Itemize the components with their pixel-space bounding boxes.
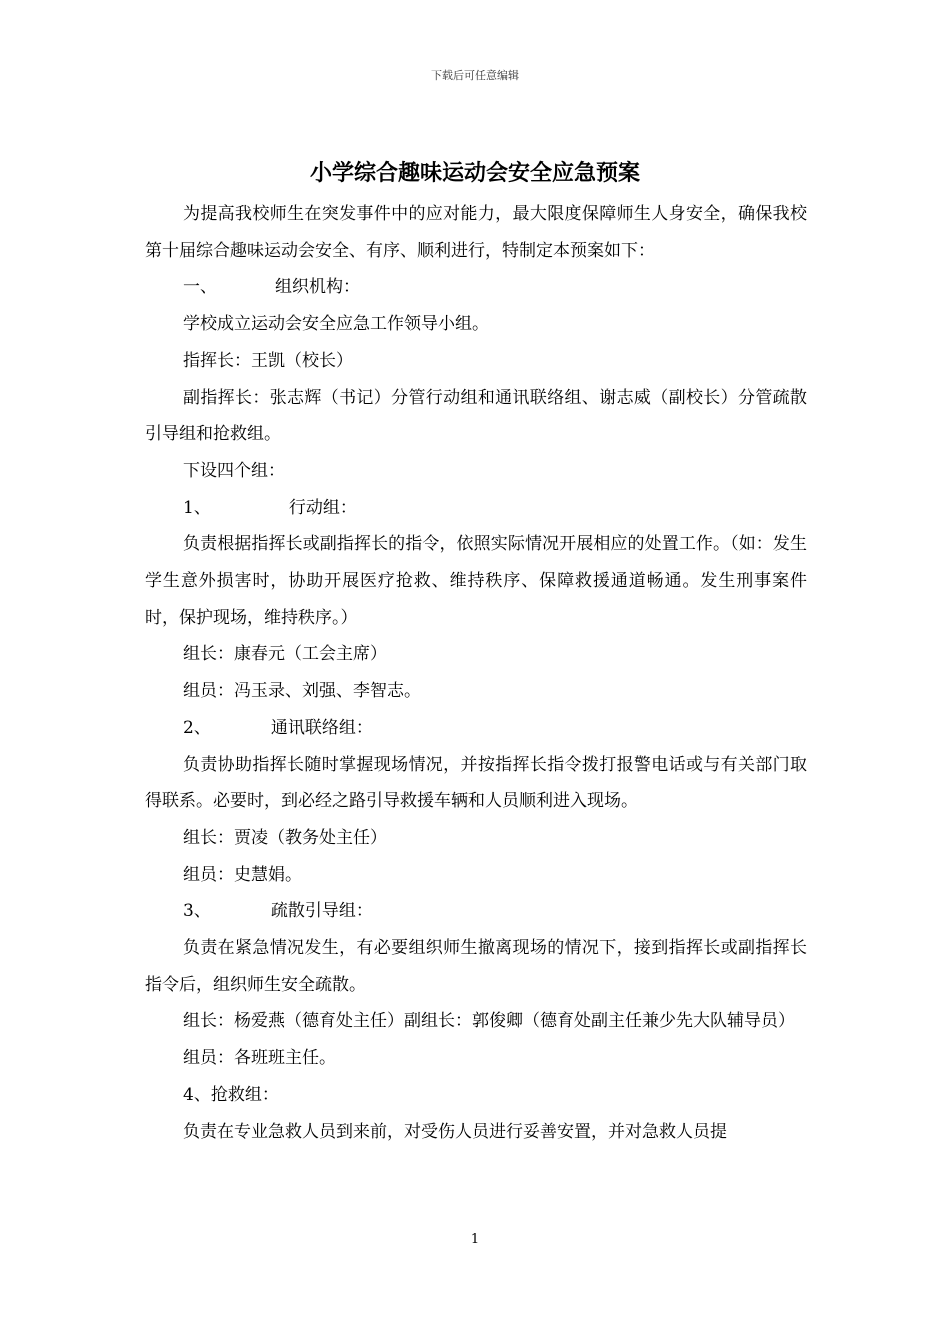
page-number: 1 [470, 1232, 480, 1247]
group-number: 2、 [183, 717, 211, 738]
group-leader-line: 组长：贾凌（教务处主任） [183, 827, 387, 848]
group-title: 疏散引导组： [270, 901, 373, 922]
document-body [145, 196, 807, 1150]
group-heading-communication [145, 710, 807, 747]
rescue-group-duty: 负责在专业急救人员到来前，对受伤人员进行妥善安置，并对急救人员提 [183, 1121, 727, 1142]
group-leader-line: 组长：杨爱燕（德育处主任）副组长：郭俊卿（德育处副主任兼少先大队辅导员） [183, 1011, 795, 1032]
group-title: 通讯联络组： [270, 717, 373, 738]
paragraph: 下设四个组： [183, 460, 285, 481]
group-heading-rescue: 4、抢救组： [183, 1084, 279, 1105]
communication-group-duty: 负责协助指挥长随时掌握现场情况，并按指挥长指令拨打报警电话或与有关部门取得联系。必要时，到必经之路引导救援车辆和人员顺利进入现场。 [145, 754, 807, 812]
group-heading-action [145, 490, 807, 527]
group-heading-evacuation [145, 893, 807, 930]
group-number: 3、 [183, 901, 211, 922]
commander-line: 指挥长：王凯（校长） [183, 350, 353, 371]
group-number: 1、 [183, 497, 211, 518]
intro-paragraph: 为提高我校师生在突发事件中的应对能力，最大限度保障师生人身安全，确保我校第十届综合趣味运动会安全、有序、顺利进行，特制定本预案如下： [145, 204, 807, 261]
group-title: 行动组： [288, 497, 357, 518]
section-heading-organization [145, 269, 807, 306]
group-members-line: 组员：冯玉录、刘强、李智志。 [183, 681, 421, 702]
section-number: 一、 [183, 277, 217, 298]
group-leader-line: 组长：康春元（工会主席） [183, 644, 387, 665]
action-group-duty: 负责根据指挥长或副指挥长的指令，依照实际情况开展相应的处置工作。（如：发生学生意外损害时，协助开展医疗抢救、维持秩序、保障救援通道畅通。发生刑事案件时，保护现场，维持秩序。） [145, 534, 807, 628]
paragraph: 学校成立运动会安全应急工作领导小组。 [183, 314, 489, 335]
evacuation-group-duty: 负责在紧急情况发生，有必要组织师生撤离现场的情况下，接到指挥长或副指挥长指令后，组织师生安全疏散。 [145, 938, 807, 995]
group-members-line: 组员：史慧娟。 [183, 864, 302, 885]
deputy-commander-paragraph: 副指挥长：张志辉（书记）分管行动组和通讯联络组、谢志威（副校长）分管疏散引导组和抢救组。 [145, 387, 807, 445]
page-header: 下载后可任意编辑 [431, 69, 519, 82]
section-title: 组织机构： [275, 277, 360, 298]
group-members-line: 组员：各班班主任。 [183, 1048, 336, 1069]
document-title: 小学综合趣味运动会安全应急预案 [309, 161, 640, 186]
